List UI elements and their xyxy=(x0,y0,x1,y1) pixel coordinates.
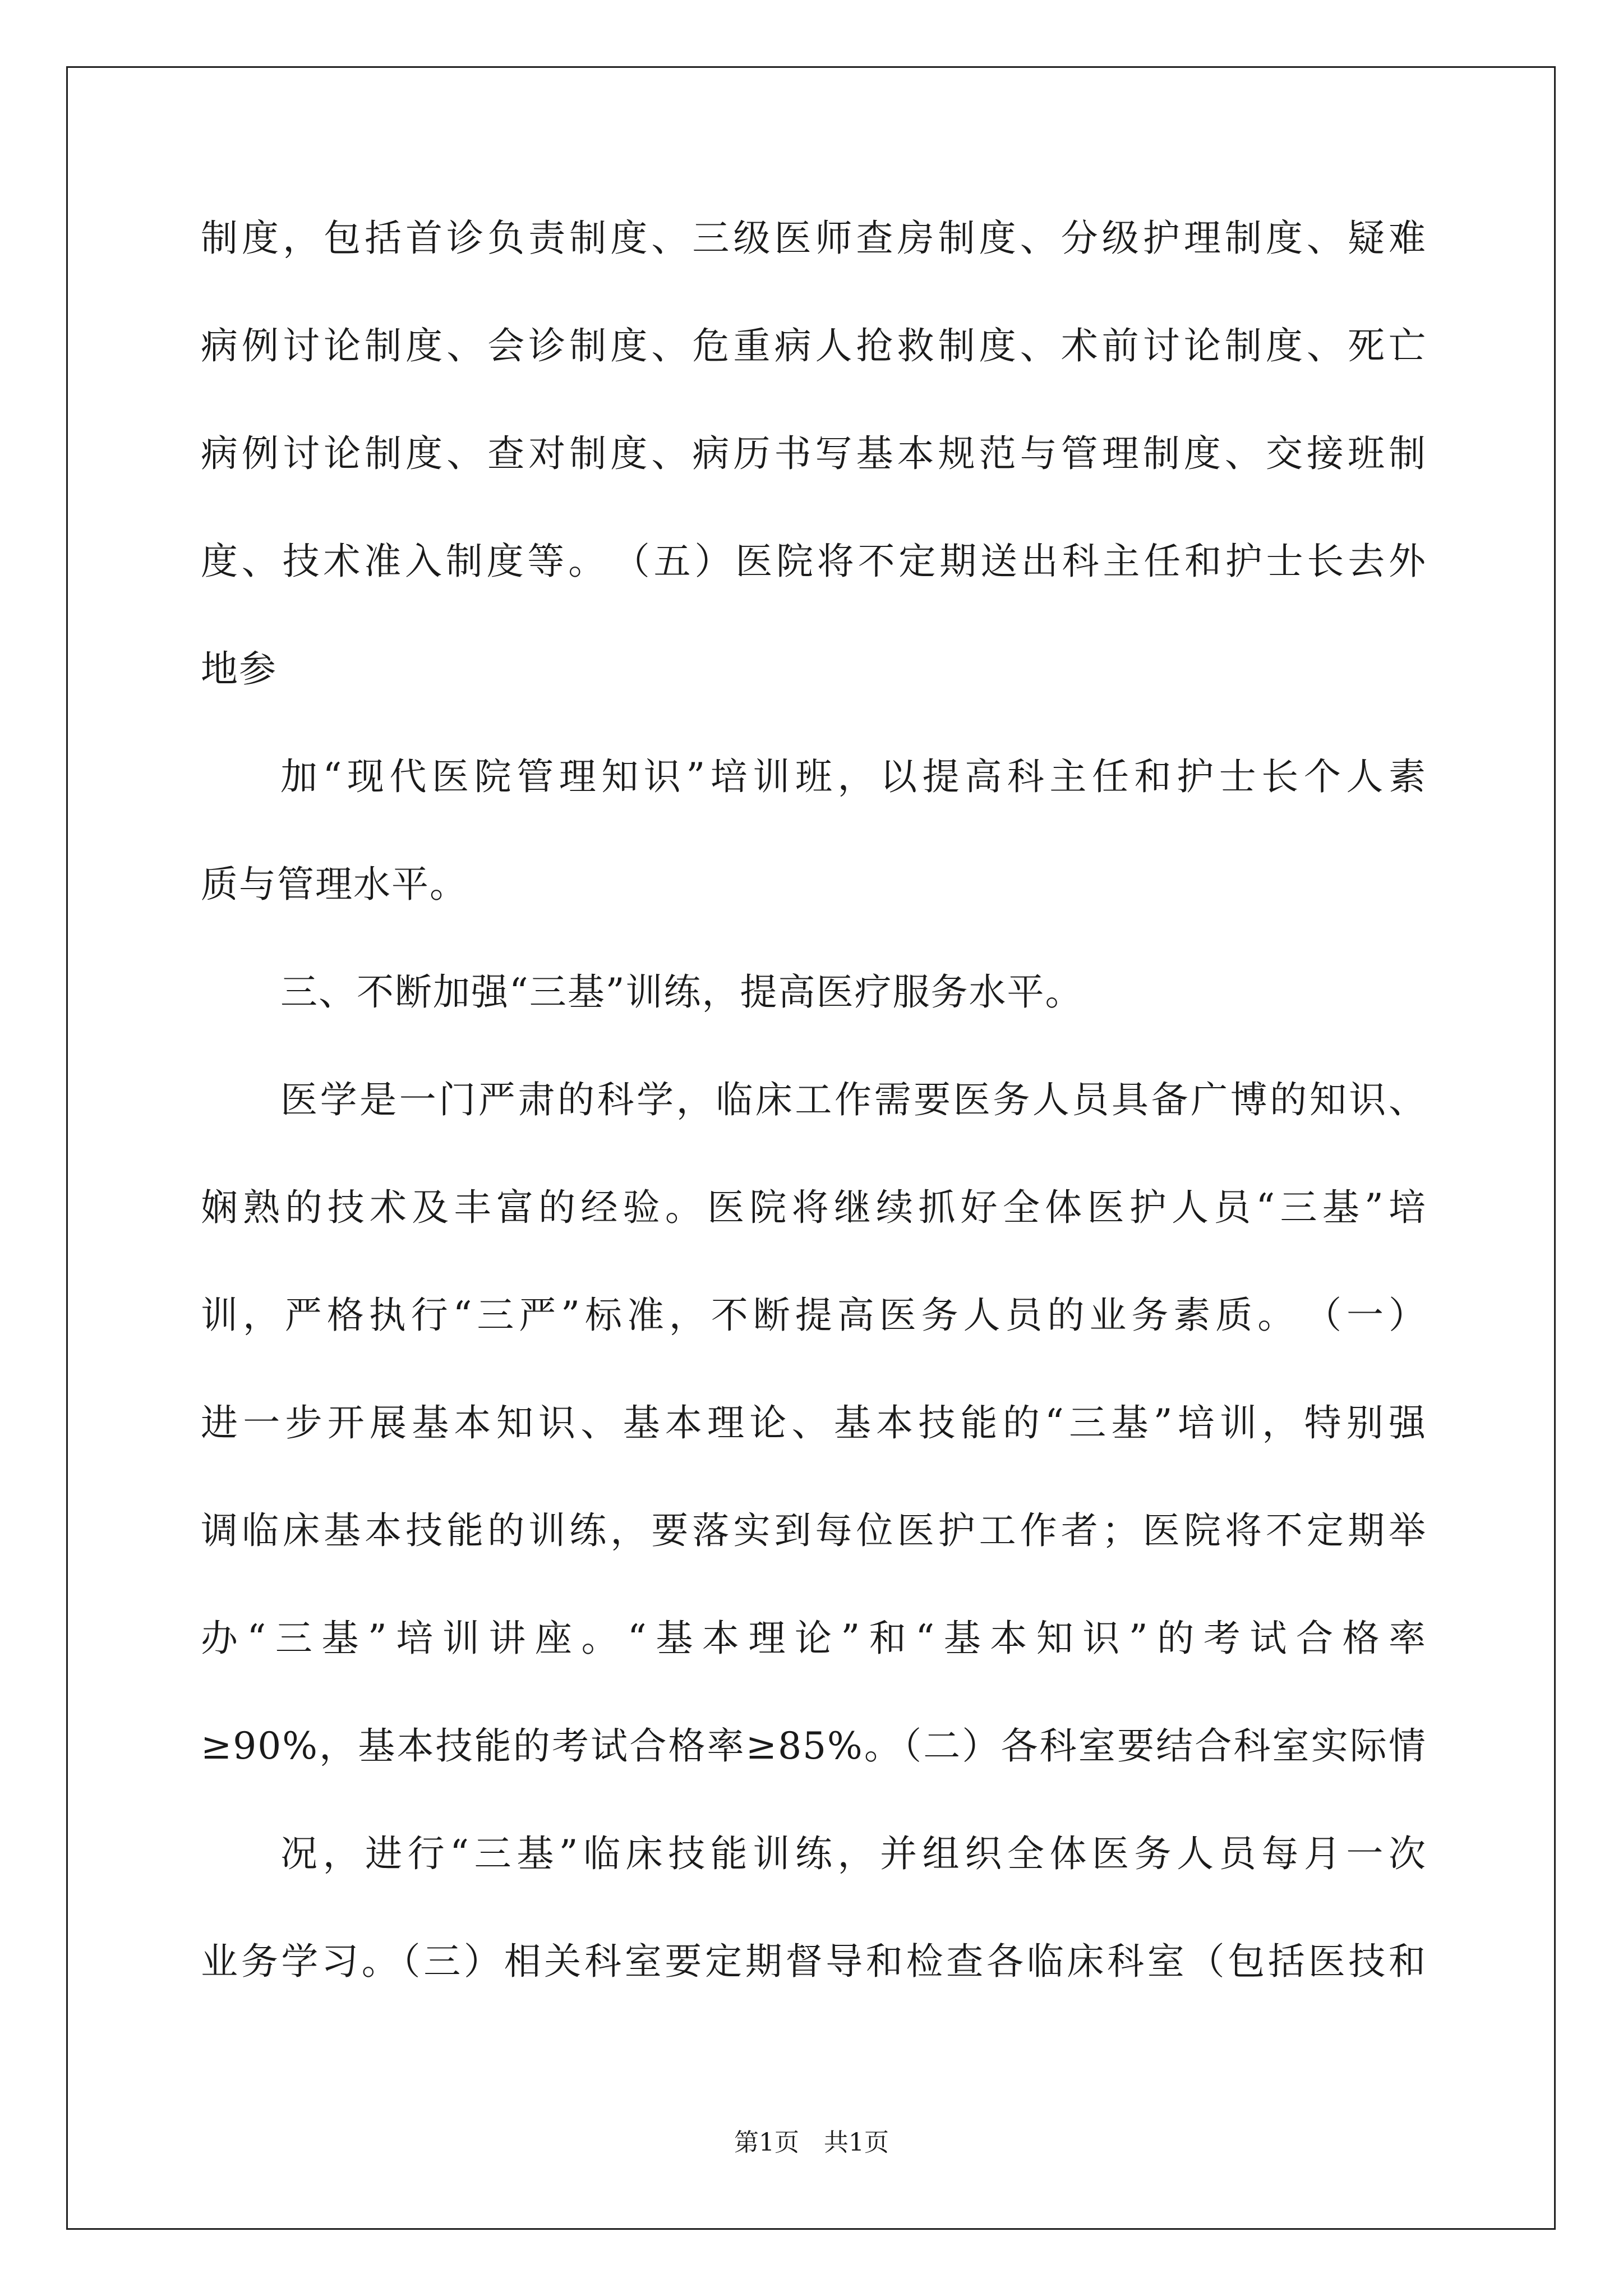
section-heading: 三、不断加强“三基”训练，提高医疗服务水平。 xyxy=(280,970,1083,1014)
page-total: 共1页 xyxy=(824,2128,889,2157)
document-body xyxy=(201,219,1427,2050)
page-number: 第1页 xyxy=(734,2128,799,2157)
text-line-1: 制度，包括首诊负责制度、三级医师查房制度、分级护理制度、疑难 xyxy=(201,217,1427,260)
text-line-14: 办“三基”培训讲座。“基本理论”和“基本知识”的考试合格率 xyxy=(201,1617,1427,1660)
text-line-16: 况，进行“三基”临床技能训练，并组织全体医务人员每月一次 xyxy=(280,1832,1427,1875)
page-footer xyxy=(0,2129,1623,2157)
text-line-5: 地参 xyxy=(201,647,277,691)
text-line-3: 病例讨论制度、查对制度、病历书写基本规范与管理制度、交接班制 xyxy=(201,432,1427,475)
text-line-4: 度、技术准入制度等。 （五）医院将不定期送出科主任和护士长去外 xyxy=(201,540,1427,583)
text-line-7: 质与管理水平。 xyxy=(201,863,468,906)
text-line-13: 调临床基本技能的训练，要落实到每位医护工作者；医院将不定期举 xyxy=(201,1509,1427,1552)
text-line-12: 进一步开展基本知识、基本理论、基本技能的“三基”培训，特别强 xyxy=(201,1401,1427,1444)
text-line-17: 业务学习。（三）相关科室要定期督导和检查各临床科室（包括医技和 xyxy=(201,1940,1427,1983)
text-line-2: 病例讨论制度、会诊制度、危重病人抢救制度、术前讨论制度、死亡 xyxy=(201,324,1427,367)
text-line-9: 医学是一门严肃的科学，临床工作需要医务人员具备广博的知识、 xyxy=(280,1078,1427,1121)
text-line-11: 训，严格执行“三严”标准，不断提高医务人员的业务素质。 （一） xyxy=(201,1294,1427,1337)
text-line-15: ≥90%，基本技能的考试合格率≥85%。（二）各科室要结合科室实际情 xyxy=(201,1724,1427,1768)
text-line-10: 娴熟的技术及丰富的经验。医院将继续抓好全体医护人员“三基”培 xyxy=(201,1186,1427,1229)
text-line-6: 加“现代医院管理知识”培训班，以提高科主任和护士长个人素 xyxy=(280,755,1427,798)
